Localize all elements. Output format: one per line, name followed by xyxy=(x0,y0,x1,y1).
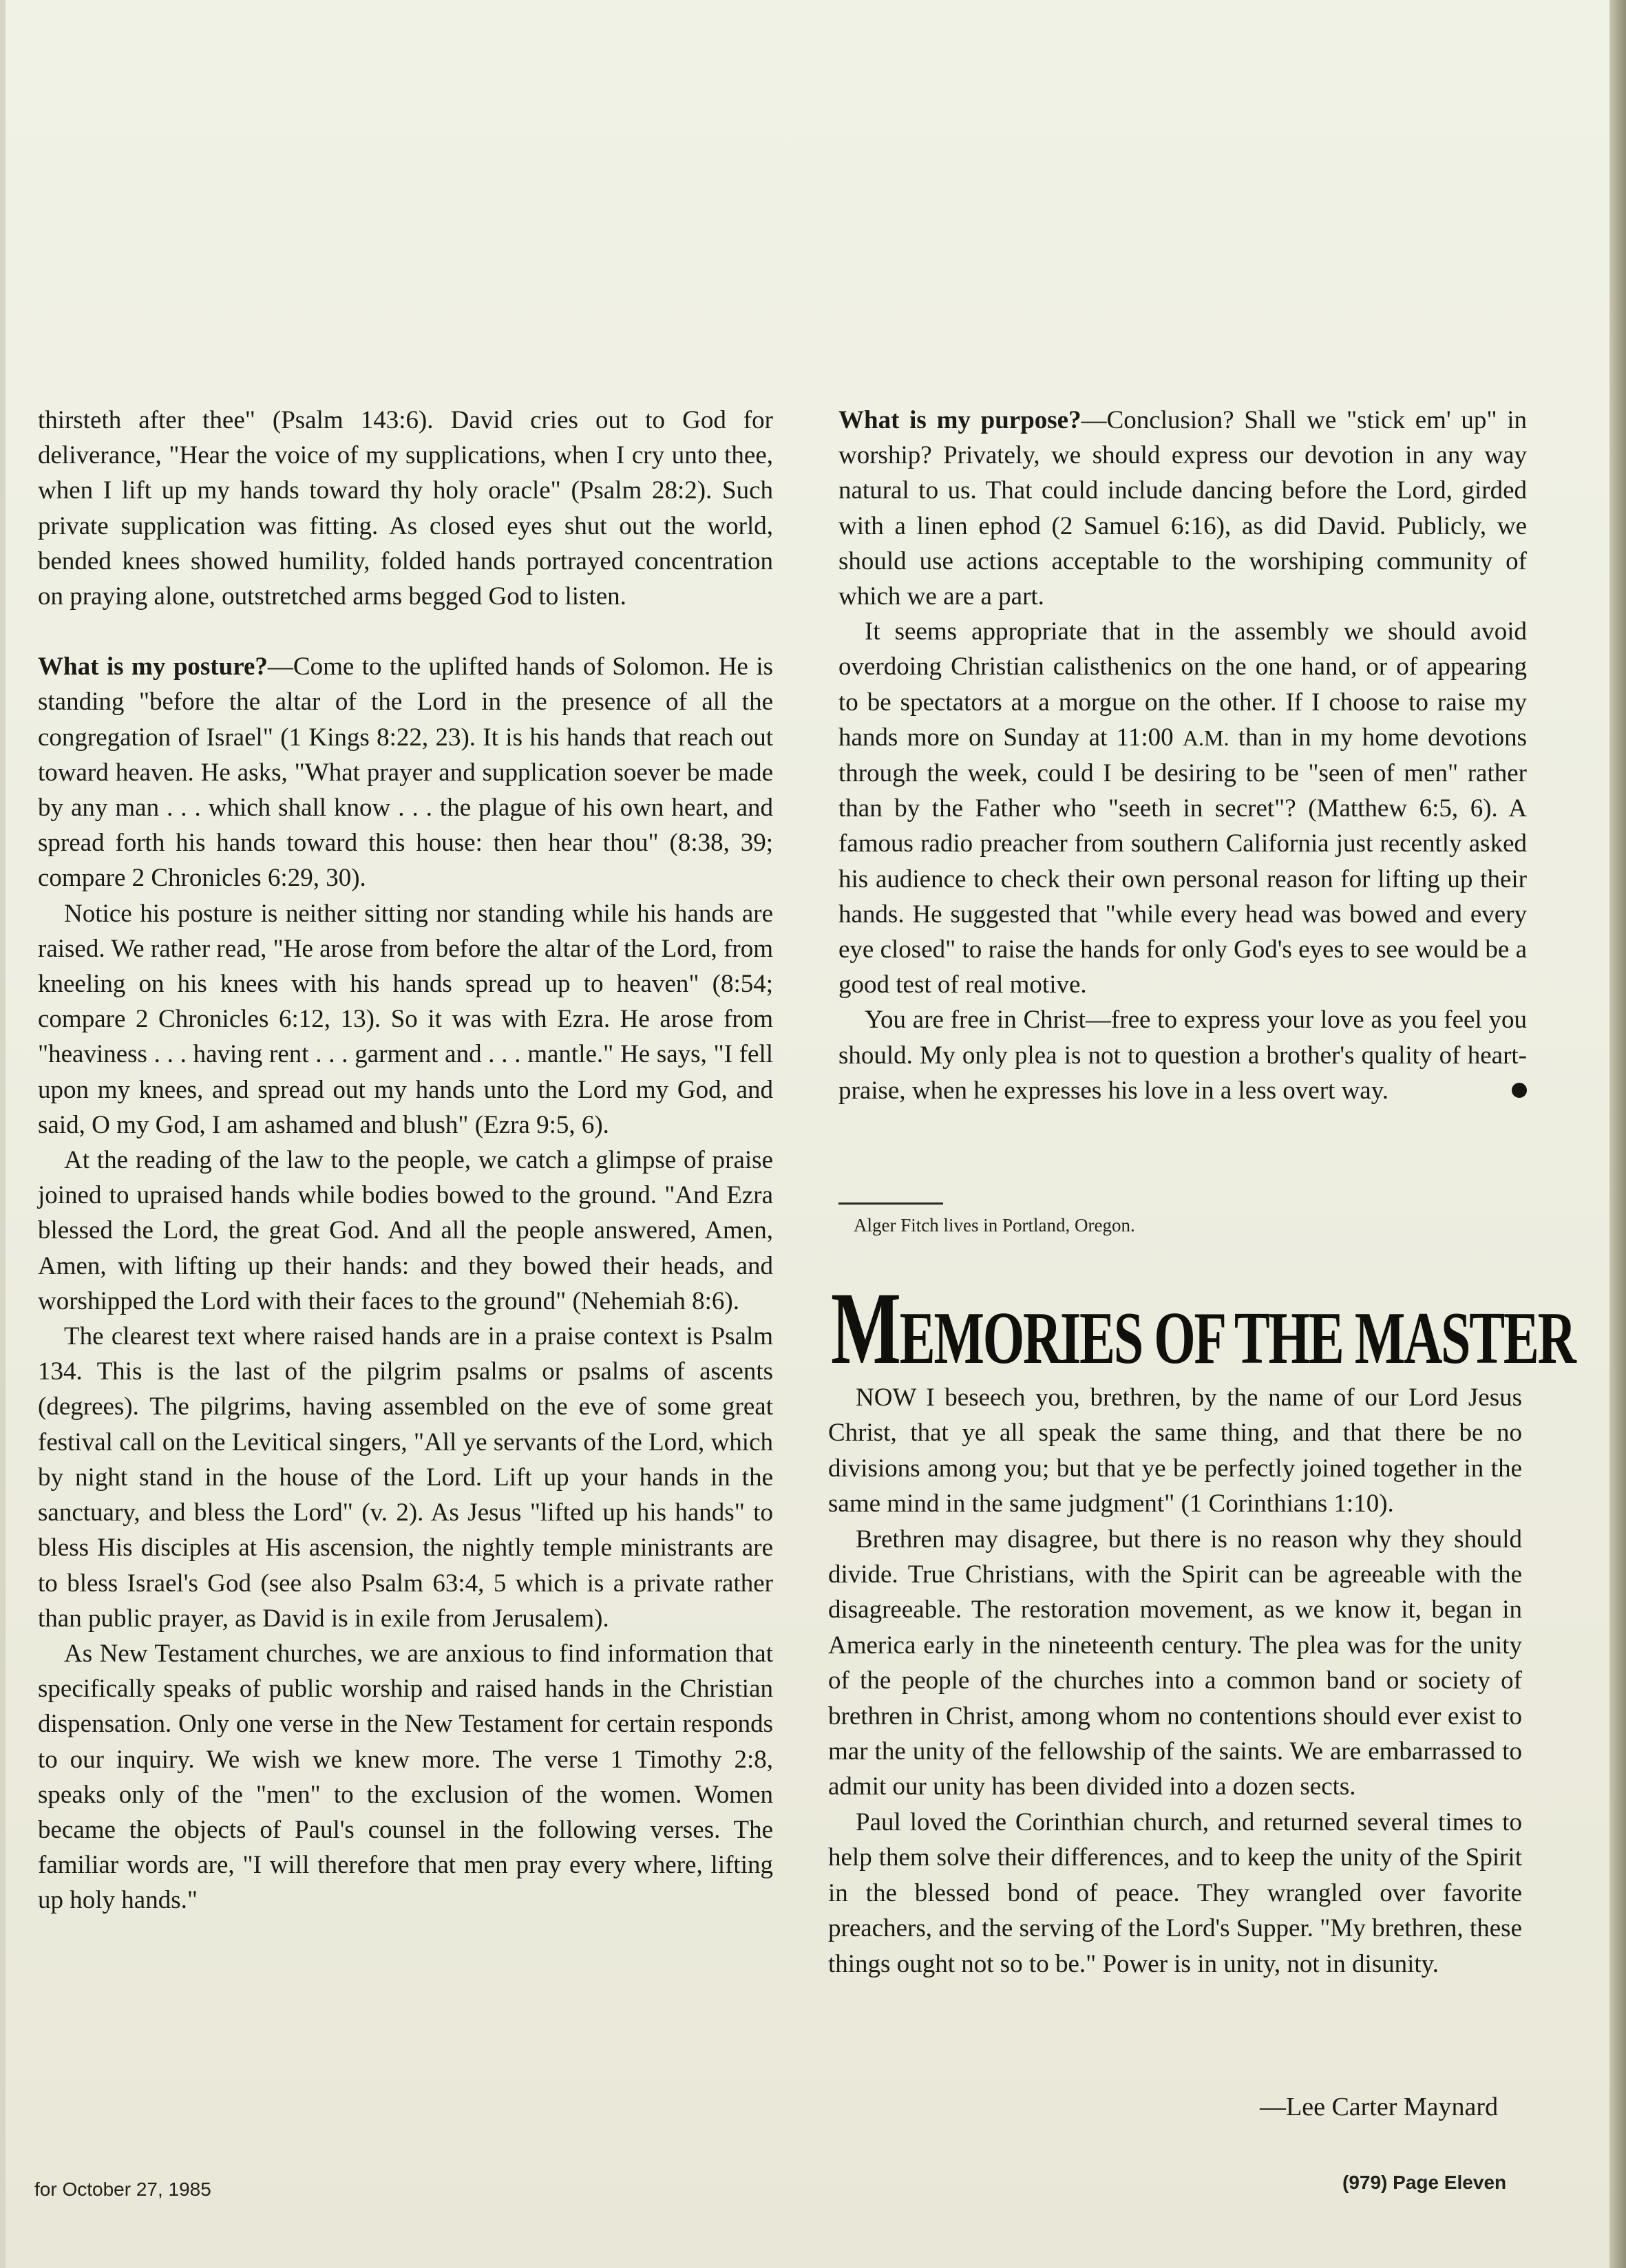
paragraph xyxy=(838,614,1527,1002)
faded-show-through-title xyxy=(661,172,1501,289)
time-suffix: A.M. xyxy=(1182,725,1229,750)
memories-body xyxy=(828,1380,1522,1982)
end-of-article-bullet-icon xyxy=(1512,1083,1527,1098)
page-left-edge xyxy=(0,0,6,2268)
memories-signature: —Lee Carter Maynard xyxy=(1260,2092,1499,2121)
paragraph-text: than in my home devotions through the week, could I be desiring to be "seen of men" rather than by the Father who "seeth in secret"? (Matthew 6:5, 6). A famous radio preacher from southern California just recently asked his audience to check their own personal reason for lifting up their hands. He suggested that "while every head was bowed and every eye closed" to raise the hands for only God's eyes to see would be a good test of real motive. xyxy=(838,723,1527,999)
purpose-paragraph xyxy=(838,403,1527,614)
closing-paragraph xyxy=(838,1002,1527,1108)
paragraph: thirsteth after thee" (Psalm 143:6). David cries out to God for deliverance, "Hear the voice of my supplications, when I cry unto thee, when I lift up my hands toward thy holy oracle" (Psalm 28:2). Such private supplication was fitting. As closed eyes shut out the world, bended knees showed humility, folded hands portrayed concentration on praying alone, outstretched arms begged God to listen. xyxy=(38,406,773,611)
left-article-column xyxy=(38,403,773,1918)
footer-page-number: (979) Page Eleven xyxy=(1342,2172,1507,2193)
footer-date: for October 27, 1985 xyxy=(34,2179,211,2200)
paragraph: The clearest text where raised hands are in a praise context is Psalm 134. This is the last of the pilgrim psalms or psalms of ascents (degrees). The pilgrims, having assembled on the eve of some great festival call on the Levitical singers, "All ye servants of the Lord, which by night stand in the house of the Lord. Lift up your hands in the sanctuary, and bless the Lord" (v. 2). As Jesus "lifted up his hands" to bless His disciples at His ascension, the nightly temple ministrants are to bless Israel's God (see also Psalm 63:4, 5 which is a private rather than public prayer, as David is in exile from Jerusalem). xyxy=(38,1322,773,1633)
paragraph: As New Testament churches, we are anxious to find information that specifically speaks of public worship and raised hands in the Christian dispensation. Only one verse in the New Testament for certain responds to our inquiry. We wish we knew more. The verse 1 Timothy 2:8, speaks only of the "men" to the exclusion of the women. Women became the objects of Paul's counsel in the following verses. The familiar words are, "I will therefore that men pray every where, lifting up holy hands." xyxy=(38,1639,773,1915)
purpose-heading: What is my purpose? xyxy=(838,406,1081,434)
paragraph: Brethren may disagree, but there is no reason why they should divide. True Christians, with the Spirit can be agreeable with the disagreeable. The restoration movement, as we know it, began in America early in the nineteenth century. The plea was for the unity of the people of the churches into a common band or society of brethren in Christ, among whom no contentions should ever exist to mar the unity of the fellowship of the saints. We are embarrassed to admit our unity has been divided into a dozen sects. xyxy=(828,1525,1522,1801)
paragraph-text: It seems appropriate that in the assembly we should avoid overdoing Christian calisthenics on the one hand, or of appearing to be spectators at a morgue on the other. If I choose to raise my hands more on Sunday at 11:00 xyxy=(838,617,1527,752)
posture-paragraph xyxy=(38,649,773,895)
author-note-rule xyxy=(838,1202,943,1205)
paragraph-text: You are free in Christ—free to express your love as you feel you should. My only plea is not to question a brother's quality of heart-praise, when he expresses his love in a less overt way. xyxy=(838,1006,1527,1105)
paragraph: Paul loved the Corinthian church, and returned several times to help them solve their differences, and to keep the unity of the Spirit in the blessed bond of peace. They wrangled over favorite preachers, and the serving of the Lord's Supper. "My brethren, these things ought not so to be." Power is in unity, not in disunity. xyxy=(828,1808,1522,1978)
paragraph-text: —Conclusion? Shall we "stick em' up" in worship? Privately, we should express our devotion in any way natural to us. That could include dancing before the Lord, girded with a linen ephod (2 Samuel 6:16), as did David. Publicly, we should use actions acceptable to the worshiping community of which we are a part. xyxy=(838,406,1527,611)
page-right-edge xyxy=(1609,0,1626,2268)
right-article-column xyxy=(838,403,1527,1108)
title-rest: EMORIES OF THE MASTER xyxy=(899,1297,1575,1379)
author-note: Alger Fitch lives in Portland, Oregon. xyxy=(854,1215,1135,1236)
paragraph: NOW I beseech you, brethren, by the name of our Lord Jesus Christ, that ye all speak the same thing, and that there be no divisions among you; but that ye be perfectly joined together in the same mind in the same judgment" (1 Corinthians 1:10). xyxy=(828,1384,1522,1518)
paragraph: Notice his posture is neither sitting nor standing while his hands are raised. We rather read, "He arose from before the altar of the Lord, from kneeling on his knees with his hands spread up to heaven" (8:54; compare 2 Chronicles 6:12, 13). So it was with Ezra. He arose from "heaviness . . . having rent . . . garment and . . . mantle." He says, "I fell upon my knees, and spread out my hands unto the Lord my God, and said, O my God, I am ashamed and blush" (Ezra 9:5, 6). xyxy=(38,899,773,1139)
paragraph: At the reading of the law to the people, we catch a glimpse of praise joined to upraised hands while bodies bowed to the ground. "And Ezra blessed the Lord, the great God. And all the people answered, Amen, Amen, with lifting up their hands: and they bowed their heads, and worshipped the Lord with their faces to the ground" (Nehemiah 8:6). xyxy=(38,1146,773,1315)
paragraph-text: —Come to the uplifted hands of Solomon. He is standing "before the altar of the Lord in the presence of all the congregation of Israel" (1 Kings 8:22, 23). It is his hands that reach out toward heaven. He asks, "What prayer and supplication soever be made by any man . . . which shall know . . . the plague of his own heart, and spread forth his hands toward this house: then hear thou" (8:38, 39; compare 2 Chronicles 6:29, 30). xyxy=(38,653,774,893)
posture-heading: What is my posture? xyxy=(38,653,268,681)
memories-of-the-master-title xyxy=(831,1271,1575,1386)
title-initial: M xyxy=(831,1271,900,1386)
